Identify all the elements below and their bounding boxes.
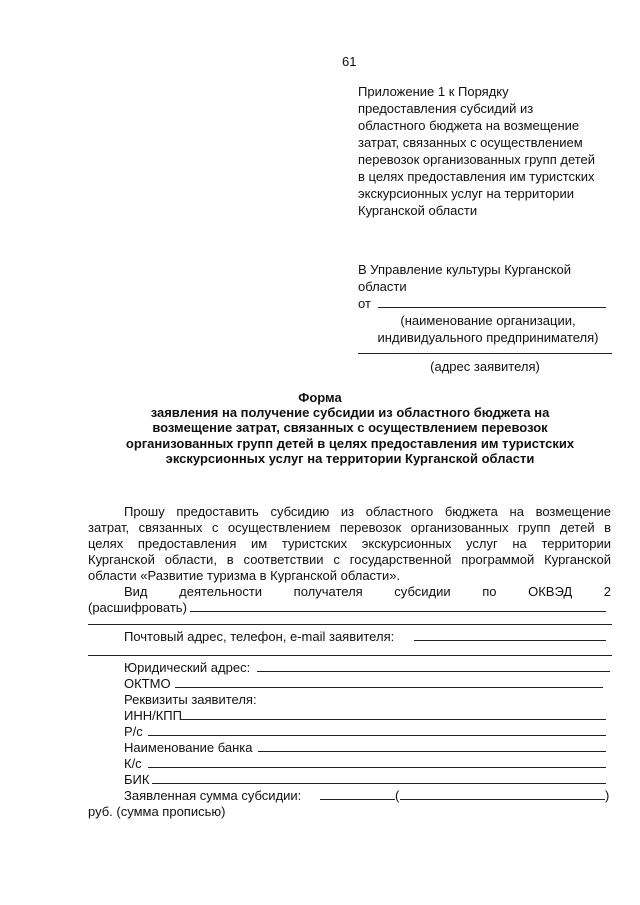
from-label: от	[358, 296, 371, 311]
title-line: организованных групп детей в целях предоставления им туристских	[125, 436, 575, 451]
okved-word: Вид	[124, 584, 148, 599]
legal-address-field[interactable]	[257, 671, 610, 672]
okved-word: деятельности	[179, 584, 263, 599]
from-field-line[interactable]	[378, 307, 606, 308]
bank-field[interactable]	[258, 751, 606, 752]
title-line: возмещение затрат, связанных с осуществлением перевозок	[152, 420, 548, 435]
appendix-line: перевозок организованных групп детей	[358, 152, 596, 167]
org-hint: (наименование организации,	[400, 313, 576, 328]
addressee-to-line: В Управление культуры Курганской	[358, 262, 572, 277]
postal-label: Почтовый адрес, телефон, e-mail заявителя:	[124, 629, 395, 644]
okved-line	[124, 583, 611, 600]
org-hint: индивидуального предпринимателя)	[377, 330, 599, 345]
title-line: экскурсионных услуг на территории Курганской области	[165, 451, 535, 466]
requisites-label: Реквизиты заявителя:	[124, 692, 257, 707]
okved-word: получателя	[293, 584, 363, 599]
rs-label: Р/с	[124, 724, 143, 739]
paragraph-line: Курганской области, в соответствии с государственной программой Курганской	[88, 552, 611, 567]
appendix-line: экскурсионных услуг на территории	[358, 186, 575, 201]
amount-digits-field[interactable]	[320, 799, 395, 800]
bank-label: Наименование банка	[124, 740, 253, 755]
appendix-line: в целях предоставления им туристских	[358, 169, 595, 184]
appendix-line: затрат, связанных с осуществлением	[358, 135, 583, 150]
page-number: 61	[342, 54, 357, 69]
appendix-line: предоставления субсидий из	[358, 101, 534, 116]
rs-field[interactable]	[148, 735, 606, 736]
oktmo-field[interactable]	[175, 687, 603, 688]
ks-label: К/с	[124, 756, 142, 771]
okved-field-line[interactable]	[190, 611, 606, 612]
amount-words-label: руб. (сумма прописью)	[88, 804, 226, 819]
okved-field-line-2[interactable]	[88, 624, 612, 625]
postal-field-line[interactable]	[414, 640, 606, 641]
paragraph-line: области «Развитие туризма в Курганской области».	[88, 568, 401, 583]
legal-address-label: Юридический адрес:	[124, 660, 251, 675]
bik-label: БИК	[124, 772, 150, 787]
okved-word: ОКВЭД	[528, 584, 573, 599]
inn-field[interactable]	[181, 719, 606, 720]
paragraph-line: Прошу предоставить субсидию из областного бюджета на возмещение	[124, 504, 611, 519]
ks-field[interactable]	[148, 767, 606, 768]
okved-decode-label: (расшифровать)	[88, 600, 187, 615]
amount-label: Заявленная сумма субсидии:	[124, 788, 302, 803]
okved-word: субсидии	[394, 584, 451, 599]
appendix-line: областного бюджета на возмещение	[358, 118, 580, 133]
address-field-line[interactable]	[358, 353, 612, 354]
form-word: Форма	[298, 390, 342, 405]
title-line: заявления на получение субсидии из областного бюджета на	[150, 405, 550, 420]
addressee-to-line: области	[358, 279, 407, 294]
okved-word: 2	[603, 584, 611, 599]
oktmo-label: ОКТМО	[124, 676, 171, 691]
amount-words-field[interactable]	[400, 799, 605, 800]
paragraph-line: затрат, связанных с осуществлением перевозок организованных групп детей в	[88, 520, 611, 535]
okved-word: по	[482, 584, 497, 599]
address-hint: (адрес заявителя)	[430, 359, 540, 374]
appendix-line: Приложение 1 к Порядку	[358, 84, 509, 99]
postal-field-line-2[interactable]	[88, 655, 612, 656]
appendix-block	[358, 83, 595, 219]
bik-field[interactable]	[152, 783, 606, 784]
appendix-line: Курганской области	[358, 203, 478, 218]
amount-open-paren: (	[395, 788, 400, 803]
paragraph-line: целях предоставления им туристских экскурсионных услуг на территории	[88, 536, 611, 551]
inn-label: ИНН/КПП	[124, 708, 182, 723]
amount-close-paren: )	[605, 788, 610, 803]
